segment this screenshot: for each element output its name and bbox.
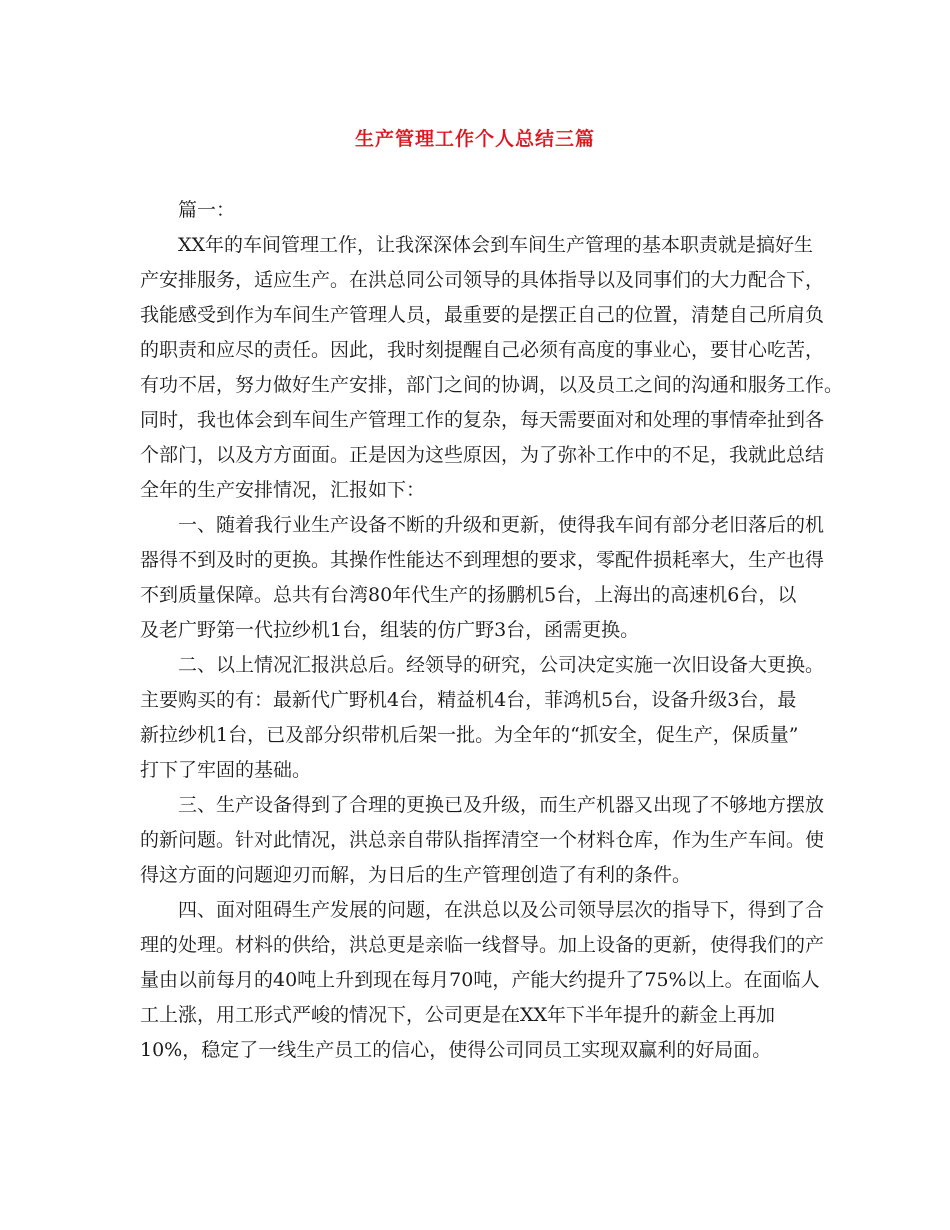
text-line: 量由以前每月的40吨上升到现在每月70吨，产能大约提升了75%以上。在面临人 [140,969,820,991]
text-line: 新拉纱机1台，已及部分织带机后架一批。为全年的“抓安全，促生产，保质量” [140,724,799,746]
paragraph-point-4 [140,893,825,1068]
text-line: 一、随着我行业生产设备不断的升级和更新，使得我车间有部分老旧落后的机 [178,514,825,536]
text-line: 的职责和应尽的责任。因此，我时刻提醒自己必须有高度的事业心，要甘心吃苦， [140,339,825,361]
text-line: 不到质量保障。总共有台湾80年代生产的扬鹏机5台，上海出的高速机6台，以 [140,584,797,606]
text-line: 篇一： [178,199,236,221]
document-body [140,193,844,1068]
text-line: 四、面对阻碍生产发展的问题，在洪总以及公司领导层次的指导下，得到了合 [178,899,825,921]
paragraph-point-2 [140,648,825,788]
text-line: 理的处理。材料的供给，洪总更是亲临一线督导。加上设备的更新，使得我们的产 [140,934,825,956]
paragraph-point-1 [140,508,825,648]
text-line: 全年的生产安排情况，汇报如下： [140,479,426,501]
text-line: 二、以上情况汇报洪总后。经领导的研究，公司决定实施一次旧设备大更换。 [178,654,825,676]
text-line: 我能感受到作为车间生产管理人员，最重要的是摆正自己的位置，清楚自己所肩负 [140,304,825,326]
text-line: 有功不居，努力做好生产安排，部门之间的协调，以及员工之间的沟通和服务工作。 [140,374,844,396]
text-line: 的新问题。针对此情况，洪总亲自带队指挥清空一个材料仓库，作为生产车间。使 [140,829,825,851]
paragraph-intro [140,228,844,508]
paragraph-point-3 [140,788,825,893]
text-line: 打下了牢固的基础。 [140,759,312,781]
text-line: 主要购买的有：最新代广野机4台，精益机4台，菲鸿机5台，设备升级3台，最 [140,689,797,711]
text-line: 器得不到及时的更换。其操作性能达不到理想的要求，零配件损耗率大，生产也得 [140,549,825,571]
text-line: 产安排服务，适应生产。在洪总同公司领导的具体指导以及同事们的大力配合下， [140,269,825,291]
paragraph-heading [140,193,812,228]
text-line: 10%，稳定了一线生产员工的信心，使得公司同员工实现双赢利的好局面。 [140,1039,772,1061]
document-title: 生产管理工作个人总结三篇 [354,128,595,150]
text-line: 同时，我也体会到车间生产管理工作的复杂，每天需要面对和处理的事情牵扯到各 [140,409,825,431]
text-line: 三、生产设备得到了合理的更换已及升级，而生产机器又出现了不够地方摆放 [178,794,825,816]
text-line: 工上涨，用工形式严峻的情况下，公司更是在XX年下半年提升的薪金上再加 [140,1004,776,1026]
text-line: 得这方面的问题迎刃而解，为日后的生产管理创造了有利的条件。 [140,864,692,886]
text-line: 个部门，以及方方面面。正是因为这些原因，为了弥补工作中的不足，我就此总结 [140,444,825,466]
text-line: 及老广野第一代拉纱机1台，组装的仿广野3台，函需更换。 [140,619,640,641]
text-line: XX年的车间管理工作，让我深深体会到车间生产管理的基本职责就是搞好生 [178,234,814,256]
